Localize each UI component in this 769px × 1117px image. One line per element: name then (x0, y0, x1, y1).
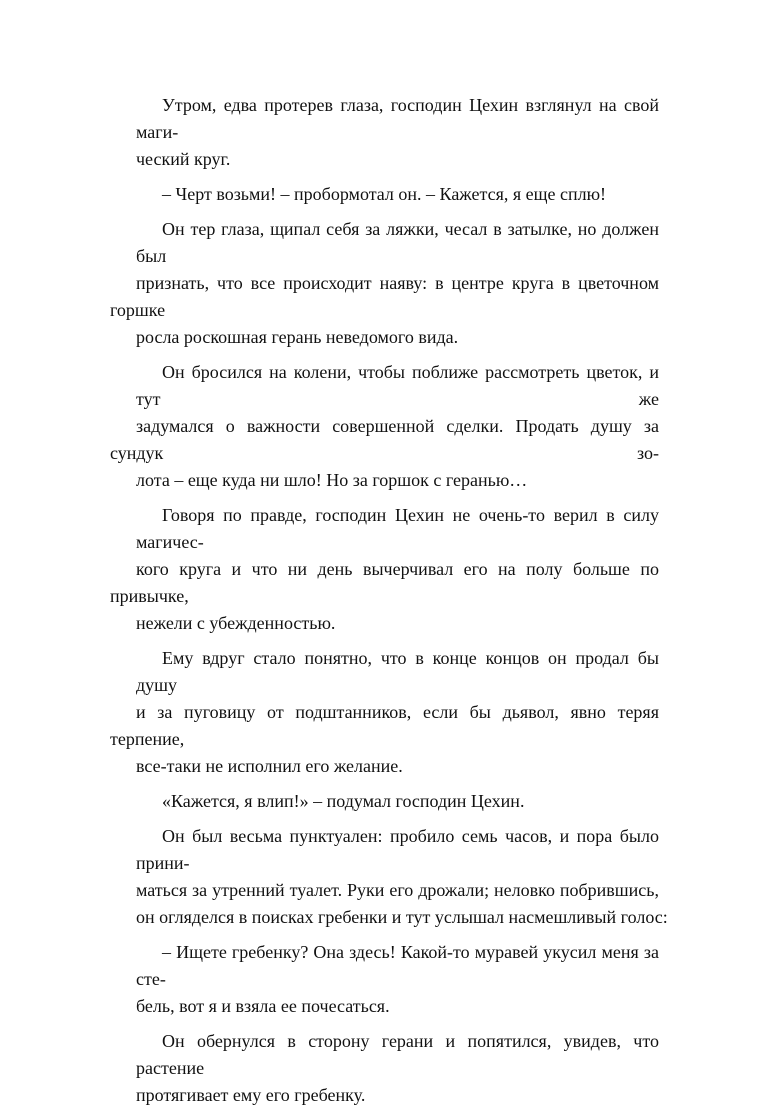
paragraph (110, 939, 659, 1020)
paragraph (110, 181, 659, 208)
text-line: лота – еще куда ни шло! Но за горшок с геранью… (136, 470, 528, 490)
text-line: Утром, едва протерев глаза, господин Цехин взглянул на свой маги- (136, 95, 659, 142)
text-line: Говоря по правде, господин Цехин не очень-то верил в силу магичес- (136, 505, 659, 552)
text-line: и за пуговицу от подштанников, если бы дьявол, явно теряя терпение, (110, 702, 659, 749)
text-line: нежели с убежденностью. (136, 613, 336, 633)
text-line: он огляделся в поисках гребенки и тут услышал насмешливый голос: (136, 907, 668, 927)
body-text (110, 92, 668, 1117)
text-line: маться за утренний туалет. Руки его дрожали; неловко побрившись, (136, 880, 659, 900)
text-line: кого круга и что ни день вычерчивал его на полу больше по привычке, (110, 559, 659, 606)
paragraph (110, 645, 659, 780)
text-line: Он бросился на колени, чтобы поближе рассмотреть цветок, и тут же (136, 362, 659, 409)
paragraph (110, 788, 659, 815)
paragraph (110, 1028, 659, 1109)
text-line: Он тер глаза, щипал себя за ляжки, чесал в затылке, но должен был (136, 219, 659, 266)
text-line: – Черт возьми! – пробормотал он. – Кажется, я еще сплю! (162, 184, 607, 204)
text-line: ческий круг. (136, 149, 231, 169)
text-line: Ему вдруг стало понятно, что в конце концов он продал бы душу (136, 648, 659, 695)
paragraph (110, 359, 659, 494)
paragraph (110, 216, 659, 351)
text-line: все-таки не исполнил его желание. (136, 756, 403, 776)
text-line: признать, что все происходит наяву: в центре круга в цветочном горшке (110, 273, 659, 320)
text-line: Он обернулся в сторону герани и попятился, увидев, что растение (136, 1031, 659, 1078)
text-line: «Кажется, я влип!» – подумал господин Цехин. (162, 791, 525, 811)
text-line: задумался о важности совершенной сделки. Продать душу за сундук зо- (110, 416, 659, 463)
paragraph (110, 502, 659, 637)
text-line: – Ищете гребенку? Она здесь! Какой-то муравей укусил меня за сте- (136, 942, 659, 989)
text-line: бель, вот я и взяла ее почесаться. (136, 996, 390, 1016)
paragraph (110, 92, 659, 173)
text-line: протягивает ему его гребенку. (136, 1085, 366, 1105)
text-line: Он был весьма пунктуален: пробило семь часов, и пора было прини- (136, 826, 659, 873)
paragraph (110, 823, 668, 931)
text-line: росла роскошная герань неведомого вида. (136, 327, 459, 347)
